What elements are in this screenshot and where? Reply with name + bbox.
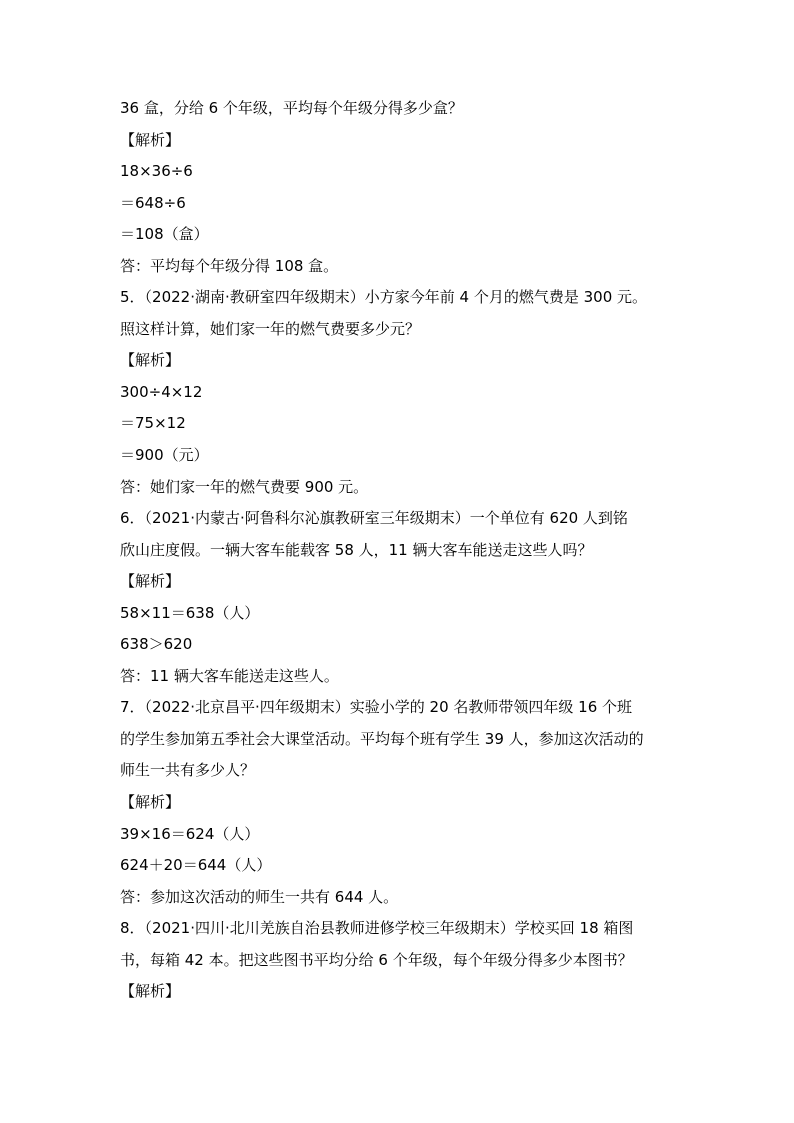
q6-analysis-heading: 【解析】 bbox=[120, 572, 181, 591]
q7-analysis-heading: 【解析】 bbox=[120, 793, 181, 812]
q5-analysis-heading: 【解析】 bbox=[120, 351, 181, 370]
q5-answer: 答：她们家一年的燃气费要 900 元。 bbox=[120, 477, 369, 496]
q6-step-1: 58×11＝638（人） bbox=[120, 603, 260, 622]
q5-step-3: ＝900（元） bbox=[120, 446, 209, 465]
q7-answer: 答：参加这次活动的师生一共有 644 人。 bbox=[120, 887, 399, 906]
q6-answer: 答：11 辆大客车能送走这些人。 bbox=[120, 666, 339, 685]
q4-answer: 答：平均每个年级分得 108 盒。 bbox=[120, 256, 339, 275]
document-content bbox=[120, 98, 690, 1013]
q4-step-3: ＝108（盒） bbox=[120, 225, 209, 244]
q4-step-2: ＝648÷6 bbox=[120, 193, 186, 212]
q5-step-2: ＝75×12 bbox=[120, 414, 186, 433]
q5-question-line-2: 照这样计算，她们家一年的燃气费要多少元？ bbox=[120, 319, 421, 338]
q7-question-line-3: 师生一共有多少人？ bbox=[120, 761, 256, 780]
q7-question-line-2: 的学生参加第五季社会大课堂活动。平均每个班有学生 39 人，参加这次活动的 bbox=[120, 729, 644, 748]
q6-step-2: 638＞620 bbox=[120, 635, 193, 654]
q6-question-line-2: 欣山庄度假。一辆大客车能载客 58 人，11 辆大客车能送走这些人吗？ bbox=[120, 540, 593, 559]
q4-continuation: 36 盒，分给 6 个年级，平均每个年级分得多少盒？ bbox=[120, 99, 463, 117]
q8-analysis-heading: 【解析】 bbox=[120, 982, 181, 1001]
q8-question-line-1: 8．（2021·四川·北川羌族自治县教师进修学校三年级期末）学校买回 18 箱图 bbox=[120, 919, 634, 938]
q8-question-line-2: 书，每箱 42 本。把这些图书平均分给 6 个年级，每个年级分得多少本图书？ bbox=[120, 950, 633, 969]
q5-step-1: 300÷4×12 bbox=[120, 382, 203, 401]
q5-question-line-1: 5．（2022·湖南·教研室四年级期末）小方家今年前 4 个月的燃气费是 300 元。 bbox=[120, 288, 648, 307]
q6-question-line-1: 6．（2021·内蒙古·阿鲁科尔沁旗教研室三年级期末）一个单位有 620 人到铭 bbox=[120, 509, 628, 528]
q7-question-line-1: 7．（2022·北京昌平·四年级期末）实验小学的 20 名教师带领四年级 16 个班 bbox=[120, 698, 633, 717]
q4-analysis-heading: 【解析】 bbox=[120, 130, 181, 149]
q4-step-1: 18×36÷6 bbox=[120, 162, 193, 181]
q7-step-1: 39×16＝624（人） bbox=[120, 824, 260, 843]
q7-step-2: 624＋20＝644（人） bbox=[120, 856, 272, 875]
